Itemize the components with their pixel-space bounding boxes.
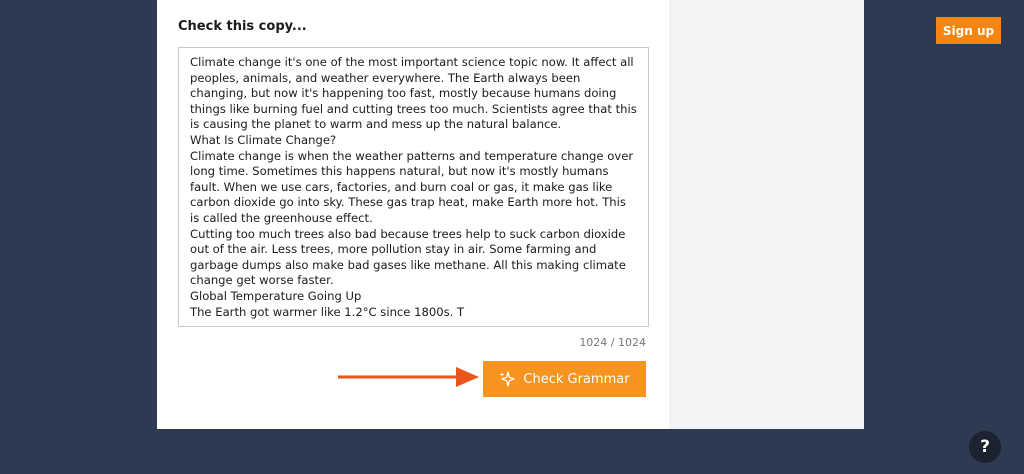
arrow-right-icon — [338, 366, 480, 388]
check-grammar-button[interactable] — [483, 361, 646, 397]
side-panel — [669, 0, 864, 429]
character-counter: 1024 / 1024 — [579, 336, 646, 349]
copy-textarea[interactable]: Climate change it's one of the most important science topic now. It affect all peoples, animals, and weather everywhere. The Earth always been changing, but now it's happening too fast, mostly because humans doing things like burning fuel and cutting trees too much. Scientists agree that this is causing the planet to warm and mess up the natural balance. What Is Climate Change? Climate change is when the weather patterns and temperature change over long time. Sometimes this happens natural, but now it's mostly humans fault. When we use cars, factories, and burn coal or gas, it make gas like carbon dioxide go into sky. These gas trap heat, make Earth more hot. This is called the greenhouse effect. Cutting too much trees also bad because trees help to suck carbon dioxide out of the air. Less trees, more pollution stay in air. Some farming and garbage dumps also make bad gases like methane. All this making climate change get worse faster. Global Temperature Going Up The Earth got warmer like 1.2°C since 1800s. T — [178, 47, 649, 327]
sparkle-icon — [499, 371, 515, 387]
check-grammar-label: Check Grammar — [523, 371, 630, 387]
editor-heading: Check this copy... — [178, 19, 307, 34]
help-button[interactable]: ? — [969, 431, 1001, 463]
sign-up-button[interactable]: Sign up — [936, 17, 1001, 44]
